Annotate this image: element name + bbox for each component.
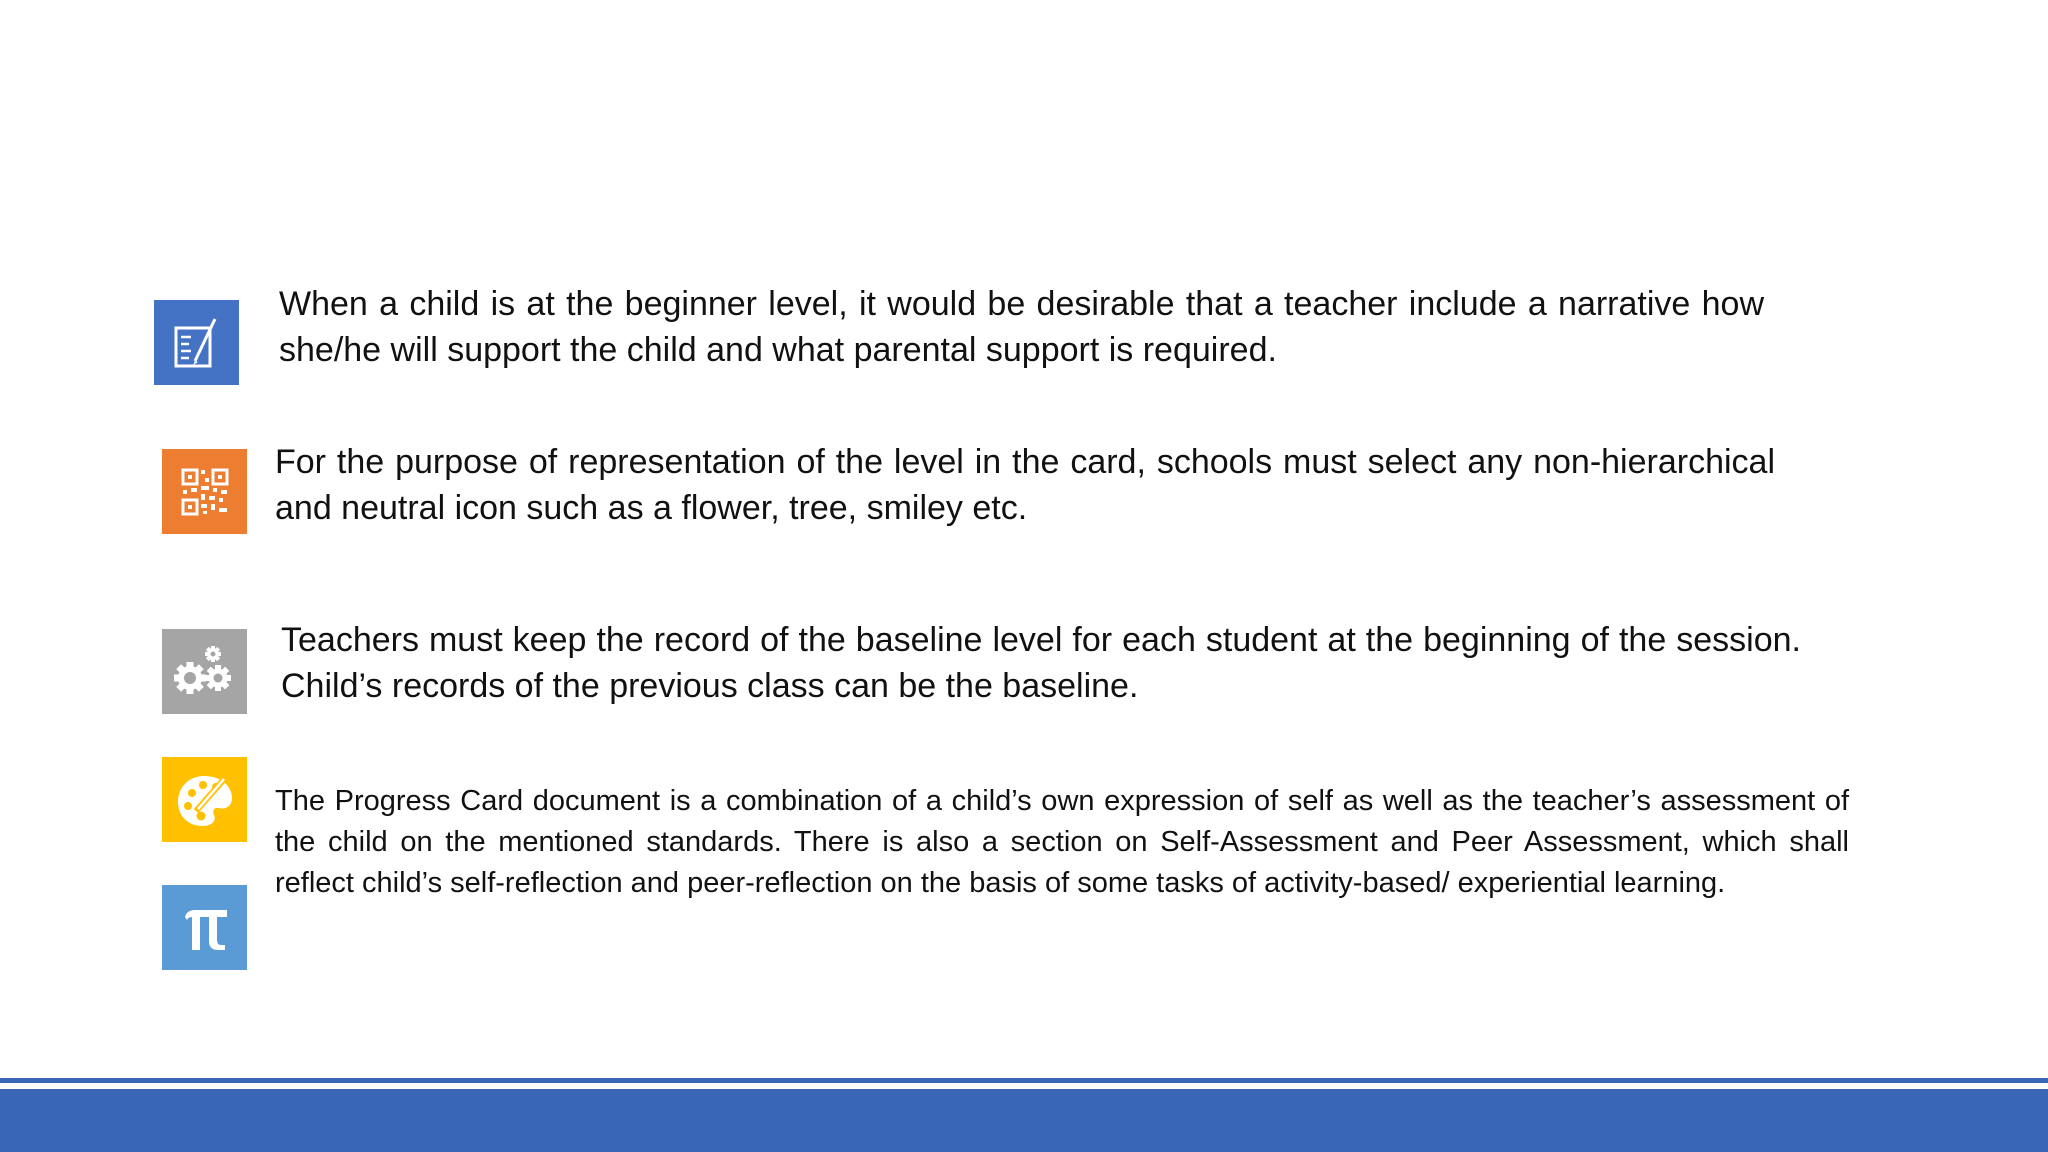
- item-2-text: For the purpose of representation of the level in the card, schools must select any non-hierarchical and neutral icon such as a flower, tree, smiley etc.: [275, 443, 1775, 527]
- footer-divider-line: [0, 1078, 2048, 1083]
- footer-bar: [0, 1089, 2048, 1152]
- gears-icon: [162, 629, 247, 714]
- item-1-text: When a child is at the beginner level, it would be desirable that a teacher include a narrative how she/he will support the child and what parental support is required.: [279, 285, 1764, 369]
- item-4-text: The Progress Card document is a combination of a child’s own expression of self as well as the teacher’s assessment of the child on the mentioned standards. There is also a section on Self-Assessment and Peer Assessment, which shall reflect child’s self-reflection and peer-reflection on the basis of some tasks of activity-based/ experiential learning.: [275, 785, 1849, 899]
- qr-code-icon: [162, 449, 247, 534]
- pi-icon: [162, 885, 247, 970]
- notebook-icon: [154, 300, 239, 385]
- item-3-text: Teachers must keep the record of the baseline level for each student at the beginning of the session. Child’s records of the previous class can be the baseline.: [281, 621, 1801, 705]
- palette-icon: [162, 757, 247, 842]
